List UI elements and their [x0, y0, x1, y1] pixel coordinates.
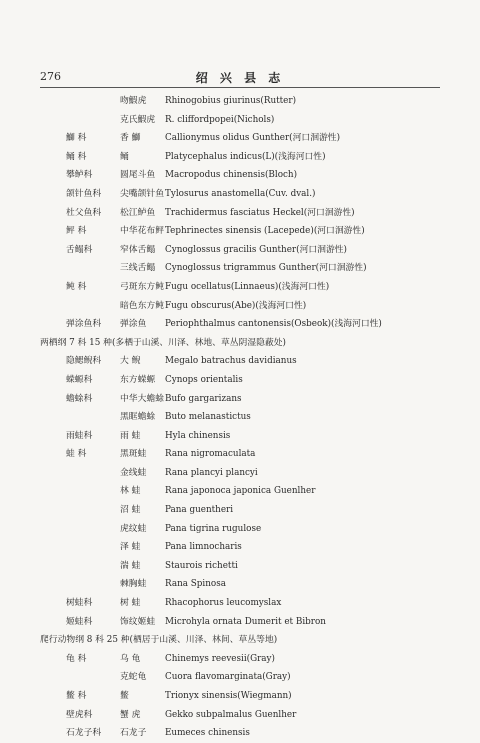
species-chinese-name: 鳖 — [120, 691, 129, 701]
family-name: 弹涂鱼科 — [66, 319, 102, 330]
species-row — [0, 204, 480, 223]
species-scientific-name: Buto melanastictus — [165, 412, 251, 423]
species-row — [0, 185, 480, 204]
species-row — [0, 297, 480, 316]
species-scientific-name: Cuora flavomarginata(Gray) — [165, 672, 291, 683]
species-scientific-name: Tephrinectes sinensis (Lacepede)(河口洄游性) — [165, 226, 365, 237]
section-heading-text: 爬行动物纲 8 科 25 种(栖居于山溪、川泽、林间、草丛等地) — [40, 635, 278, 646]
species-row — [0, 92, 480, 111]
species-row — [0, 613, 480, 632]
species-row — [0, 315, 480, 334]
species-row — [0, 259, 480, 278]
family-name: 壁虎科 — [66, 709, 93, 720]
family-name: 雨蛙科 — [66, 430, 93, 441]
species-chinese-name: 黑眶蟾蜍 — [120, 412, 156, 423]
species-scientific-name: Cynoglossus trigrammus Gunther(河口洄游性) — [165, 263, 367, 274]
species-chinese-name: 圆尾斗鱼 — [120, 170, 156, 181]
species-scientific-name: Cynoglossus gracilis Gunther(河口洄游性) — [165, 244, 347, 255]
species-scientific-name: Pana guentheri — [165, 505, 234, 516]
page-header — [40, 70, 440, 86]
species-scientific-name: Periophthalmus cantonensis(Osbeok)(浅海河口性) — [165, 319, 382, 330]
species-row — [0, 650, 480, 669]
species-chinese-name: 松江鲈鱼 — [120, 207, 156, 218]
species-scientific-name: Rana plancyi plancyi — [165, 467, 258, 478]
species-scientific-name: Staurois richetti — [165, 560, 238, 571]
species-row — [0, 706, 480, 725]
species-chinese-name: 饰纹姬蛙 — [120, 616, 156, 627]
species-row — [0, 241, 480, 260]
species-row — [0, 278, 480, 297]
family-name: 鰤 科 — [66, 133, 87, 144]
family-name: 鲬 科 — [66, 151, 87, 162]
species-scientific-name: Hyla chinensis — [165, 430, 231, 441]
species-scientific-name: Tylosurus anastomella(Cuv. dval.) — [165, 188, 316, 199]
species-row — [0, 445, 480, 464]
family-name: 隐鳃鲵科 — [66, 356, 102, 367]
species-row — [0, 408, 480, 427]
species-scientific-name: Bufo gargarizans — [165, 393, 242, 404]
species-chinese-name: 金线蛙 — [120, 467, 147, 478]
species-scientific-name: Trachidermus fasciatus Heckel(河口洄游性) — [165, 207, 355, 218]
species-row — [0, 557, 480, 576]
species-chinese-name: 尖嘴颌针鱼 — [120, 188, 164, 199]
species-scientific-name: Callionymus olidus Gunther(河口洄游性) — [165, 133, 341, 144]
species-row — [0, 352, 480, 371]
species-chinese-name: 窄体舌鳎 — [120, 244, 156, 255]
species-scientific-name: Fugu obscurus(Abe)(浅海河口性) — [165, 300, 307, 311]
species-chinese-name: 虎纹蛙 — [120, 523, 147, 534]
species-row — [0, 148, 480, 167]
species-scientific-name: Cynops orientalis — [165, 374, 243, 385]
species-chinese-name: 鲬 — [120, 151, 129, 162]
species-scientific-name: R. cliffordpopei(Nichols) — [165, 114, 275, 125]
species-scientific-name: Eumeces chinensis — [165, 728, 250, 739]
section-heading — [0, 334, 480, 353]
family-name: 龟 科 — [66, 653, 87, 664]
species-row — [0, 390, 480, 409]
family-name: 攀鲈科 — [66, 170, 93, 181]
species-row — [0, 575, 480, 594]
species-chinese-name: 三线舌鳎 — [120, 263, 156, 274]
species-row — [0, 687, 480, 706]
species-chinese-name: 克蛇龟 — [120, 672, 147, 683]
species-chinese-name: 乌 龟 — [120, 653, 141, 664]
section-heading-text: 两栖纲 7 科 15 种(多栖于山溪、川泽、林地、草丛阴湿隐蔽处) — [40, 337, 286, 348]
species-chinese-name: 中华大蟾蜍 — [120, 393, 164, 404]
family-name: 蛙 科 — [66, 449, 87, 460]
species-row — [0, 427, 480, 446]
species-scientific-name: Rana Spinosa — [165, 579, 226, 590]
species-scientific-name: Megalo batrachus davidianus — [165, 356, 297, 367]
family-name: 杜父鱼科 — [66, 207, 102, 218]
family-name: 姬蛙科 — [66, 616, 93, 627]
species-scientific-name: Rana japonoca japonica Guenlher — [165, 486, 316, 497]
species-chinese-name: 大 鲵 — [120, 356, 141, 367]
species-scientific-name: Pana limnocharis — [165, 542, 242, 553]
species-scientific-name: Rana nigromaculata — [165, 449, 256, 460]
species-chinese-name: 弓斑东方鲀 — [120, 281, 164, 292]
species-chinese-name: 树 蛙 — [120, 598, 141, 609]
species-row — [0, 371, 480, 390]
species-chinese-name: 克氏鰕虎 — [120, 114, 156, 125]
species-row — [0, 668, 480, 687]
family-name: 蝾螈科 — [66, 374, 93, 385]
species-row — [0, 222, 480, 241]
species-chinese-name: 沼 蛙 — [120, 505, 141, 516]
species-chinese-name: 暗色东方鲀 — [120, 300, 164, 311]
species-scientific-name: Gekko subpalmalus Guenlher — [165, 709, 297, 720]
species-row — [0, 464, 480, 483]
species-row — [0, 538, 480, 557]
species-scientific-name: Trionyx sinensis(Wiegmann) — [165, 691, 292, 701]
species-chinese-name: 中华花布鲆 — [120, 226, 164, 237]
species-scientific-name: Rhinogobius giurinus(Rutter) — [165, 96, 297, 106]
species-row — [0, 166, 480, 185]
species-chinese-name: 湍 蛙 — [120, 560, 141, 571]
species-row — [0, 594, 480, 613]
species-chinese-name: 吻鰕虎 — [120, 96, 147, 106]
species-scientific-name: Platycephalus indicus(L)(浅海河口性) — [165, 151, 326, 162]
species-chinese-name: 蟹 虎 — [120, 709, 141, 720]
species-list — [0, 92, 480, 743]
species-chinese-name: 林 蛙 — [120, 486, 141, 497]
species-row — [0, 520, 480, 539]
section-heading — [0, 631, 480, 650]
family-name: 颌针鱼科 — [66, 188, 102, 199]
species-row — [0, 501, 480, 520]
species-scientific-name: Microhyla ornata Dumerit et Bibron — [165, 616, 326, 627]
family-name: 树蛙科 — [66, 598, 93, 609]
page-number: 276 — [40, 70, 61, 83]
species-scientific-name: Macropodus chinensis(Bloch) — [165, 170, 298, 181]
family-name: 鳖 科 — [66, 691, 87, 701]
species-row — [0, 111, 480, 130]
book-title: 绍 兴 县 志 — [195, 71, 285, 85]
species-chinese-name: 棘胸蛙 — [120, 579, 147, 590]
species-chinese-name: 黑斑蛙 — [120, 449, 147, 460]
species-row — [0, 724, 480, 743]
header-rule — [40, 87, 440, 88]
species-row — [0, 482, 480, 501]
species-chinese-name: 香 鰤 — [120, 133, 141, 144]
family-name: 鲀 科 — [66, 281, 87, 292]
species-scientific-name: Pana tigrina rugulose — [165, 523, 262, 534]
species-chinese-name: 弹涂鱼 — [120, 319, 147, 330]
family-name: 鲆 科 — [66, 226, 87, 237]
species-chinese-name: 泽 蛙 — [120, 542, 141, 553]
species-scientific-name: Rhacophorus leucomyslax — [165, 598, 282, 609]
species-chinese-name: 雨 蛙 — [120, 430, 141, 441]
species-scientific-name: Fugu ocellatus(Linnaeus)(浅海河口性) — [165, 281, 330, 292]
family-name: 石龙子科 — [66, 728, 102, 739]
species-chinese-name: 石龙子 — [120, 728, 147, 739]
species-scientific-name: Chinemys reevesii(Gray) — [165, 653, 275, 664]
family-name: 蟾蜍科 — [66, 393, 93, 404]
species-row — [0, 129, 480, 148]
family-name: 舌鳎科 — [66, 244, 93, 255]
species-chinese-name: 东方蝾螈 — [120, 374, 156, 385]
